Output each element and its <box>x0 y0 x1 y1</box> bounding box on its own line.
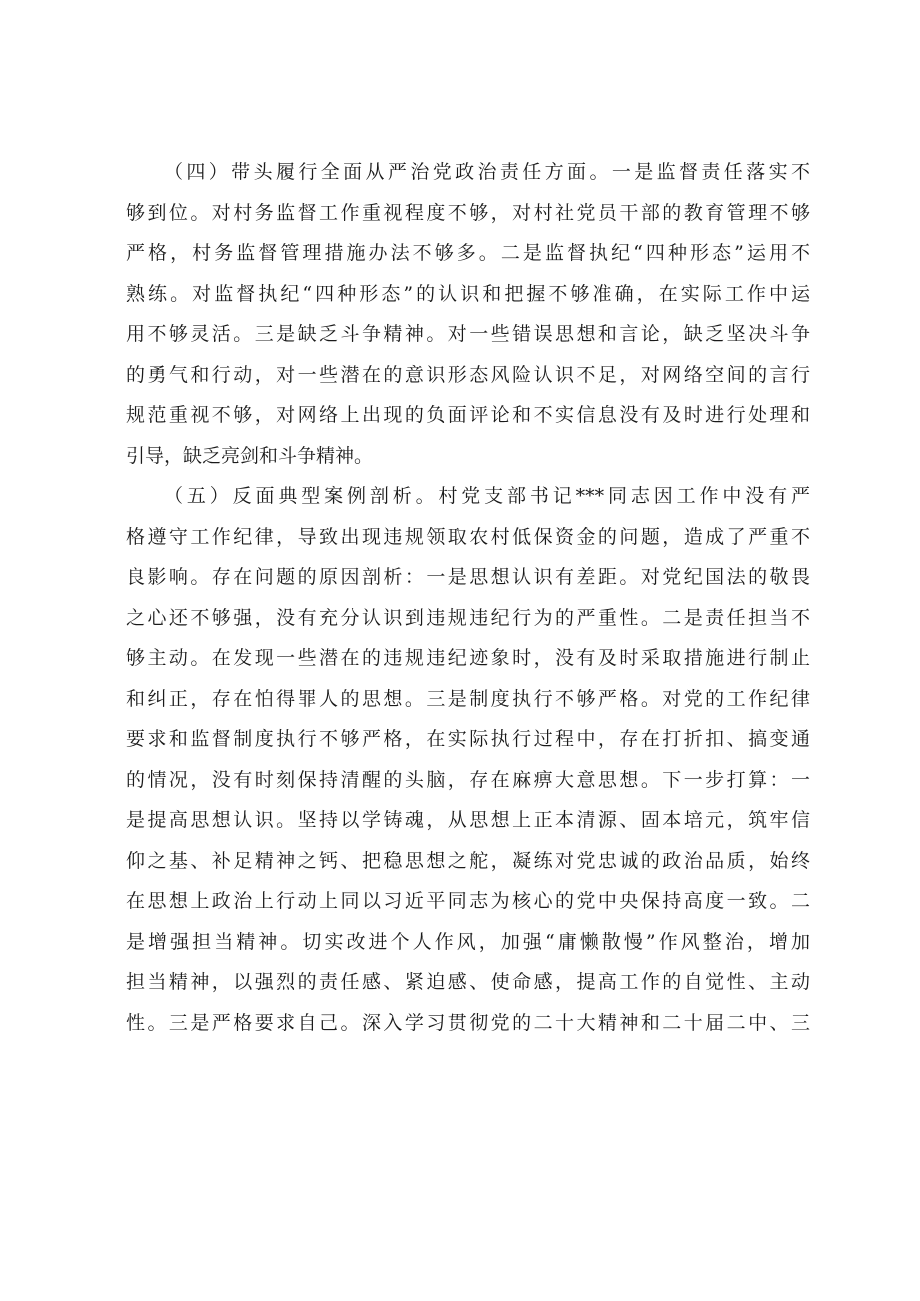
text-line: 的情况，没有时刻保持清醒的头脑，存在麻痹大意思想。下一步打算：一 <box>126 768 810 791</box>
text-line: 熟练。对监督执纪“四种形态”的认识和把握不够准确，在实际工作中运 <box>126 282 810 305</box>
text-line: 性。三是严格要求自己。深入学习贯彻党的二十大精神和二十届二中、三 <box>126 1011 810 1034</box>
text-line: 在思想上政治上行动上同以习近平同志为核心的党中央保持高度一致。二 <box>126 890 810 912</box>
text-line: 引导，缺乏亮剑和斗争精神。 <box>126 444 374 467</box>
text-line: 严格，村务监督管理措施办法不够多。二是监督执纪“四种形态”运用不 <box>126 242 810 264</box>
paragraph-section-4 <box>126 152 810 476</box>
text-line: 格遵守工作纪律，导致出现违规领取农村低保资金的问题，造成了严重不 <box>126 525 810 548</box>
text-line: 是增强担当精神。切实改进个人作风，加强“庸懒散慢”作风整治，增加 <box>126 930 810 953</box>
text-line: 规范重视不够，对网络上出现的负面评论和不实信息没有及时进行处理和 <box>126 404 810 426</box>
text-line: 要求和监督制度执行不够严格，在实际执行过程中，存在打折扣、搞变通 <box>126 728 810 750</box>
text-line: 良影响。存在问题的原因剖析：一是思想认识有差距。对党纪国法的敬畏 <box>126 566 810 588</box>
text-line: 仰之基、补足精神之钙、把稳思想之舵，凝练对党忠诚的政治品质，始终 <box>126 849 810 872</box>
text-line: （五）反面典型案例剖析。村党支部书记***同志因工作中没有严 <box>164 485 810 507</box>
paragraph-section-5 <box>126 476 810 1043</box>
text-line: 够主动。在发现一些潜在的违规违纪迹象时，没有及时采取措施进行制止 <box>126 647 810 669</box>
text-line: 是提高思想认识。坚持以学铸魂，从思想上正本清源、固本培元，筑牢信 <box>126 809 810 831</box>
text-line: （四）带头履行全面从严治党政治责任方面。一是监督责任落实不 <box>164 161 810 183</box>
text-line: 够到位。对村务监督工作重视程度不够，对村社党员干部的教育管理不够 <box>126 201 810 224</box>
document-body <box>126 152 810 1043</box>
text-line: 之心还不够强，没有充分认识到违规违纪行为的严重性。二是责任担当不 <box>126 606 810 629</box>
text-line: 和纠正，存在怕得罪人的思想。三是制度执行不够严格。对党的工作纪律 <box>126 687 810 710</box>
text-line: 的勇气和行动，对一些潜在的意识形态风险认识不足，对网络空间的言行 <box>126 363 810 386</box>
text-line: 用不够灵活。三是缺乏斗争精神。对一些错误思想和言论，缺乏坚决斗争 <box>126 323 810 345</box>
text-line: 担当精神，以强烈的责任感、紧迫感、使命感，提高工作的自觉性、主动 <box>126 971 810 993</box>
